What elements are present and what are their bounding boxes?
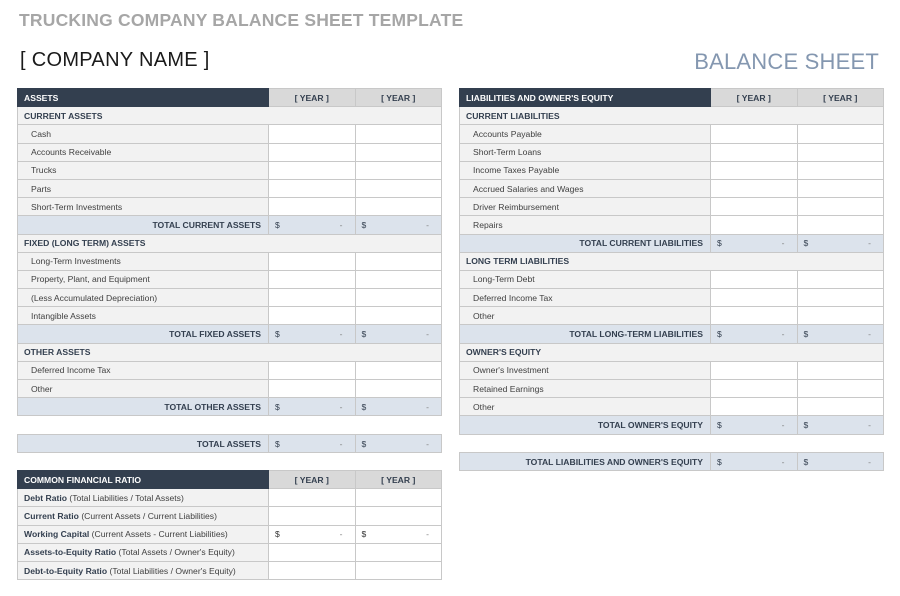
line-item-label: Long-Term Investments	[18, 252, 269, 270]
total-year1-value[interactable]	[711, 325, 798, 343]
total-year1-value[interactable]	[269, 216, 356, 234]
total-assets-row	[18, 435, 442, 453]
line-item-driver-reimbursement	[460, 198, 884, 216]
line-item-parts	[18, 179, 442, 197]
year-header-2[interactable]: [ YEAR ]	[355, 471, 442, 489]
total-year1-value[interactable]	[269, 325, 356, 343]
year1-input-cell[interactable]	[269, 289, 356, 307]
line-item-label: Accounts Receivable	[18, 143, 269, 161]
line-item-label: Short-Term Investments	[18, 198, 269, 216]
line-item-label: (Less Accumulated Depreciation)	[18, 289, 269, 307]
year2-input-cell[interactable]	[355, 270, 442, 288]
total-row-total-current-liabilities	[460, 234, 884, 252]
year-header-2[interactable]: [ YEAR ]	[797, 89, 884, 107]
line-item-deferred-income-tax	[460, 289, 884, 307]
ratio-label	[18, 543, 269, 561]
value: -	[339, 438, 343, 449]
section-other-assets	[18, 343, 442, 361]
year2-input-cell[interactable]	[355, 307, 442, 325]
year2-input-cell[interactable]	[797, 289, 884, 307]
currency-symbol: $	[803, 419, 809, 430]
line-item-other	[460, 398, 884, 416]
value: -	[868, 238, 871, 249]
financial-ratio-table	[17, 470, 442, 580]
total-row-total-other-assets	[18, 398, 442, 416]
ratio-name: Assets-to-Equity Ratio	[24, 547, 117, 558]
ratio-year1-cell[interactable]	[269, 489, 356, 507]
total-row-total-current-assets	[18, 216, 442, 234]
ratio-row-working-capital	[18, 525, 442, 543]
liabilities-table	[459, 88, 884, 435]
ratio-name: Debt Ratio	[24, 492, 67, 503]
total-year2-value[interactable]	[355, 398, 442, 416]
ratio-year2-cell[interactable]	[355, 561, 442, 579]
year1-input-cell[interactable]	[711, 161, 798, 179]
year1-input-cell[interactable]	[711, 143, 798, 161]
total-year1-value[interactable]	[711, 234, 798, 252]
total-year2-value[interactable]	[797, 325, 884, 343]
line-item-property-plant-and-equipment	[18, 270, 442, 288]
line-item-label: Accrued Salaries and Wages	[460, 179, 711, 197]
assets-header-row	[18, 89, 442, 107]
line-item-deferred-income-tax	[18, 361, 442, 379]
year1-input-cell[interactable]	[269, 143, 356, 161]
ratio-formula: (Total Assets / Owner's Equity)	[118, 547, 235, 558]
line-item-label: Trucks	[18, 161, 269, 179]
year2-input-cell[interactable]	[797, 380, 884, 398]
currency-symbol: $	[361, 329, 367, 340]
balance-sheet-label: BALANCE SHEET	[694, 49, 879, 74]
line-item-label: Driver Reimbursement	[460, 198, 711, 216]
year1-input-cell[interactable]	[269, 361, 356, 379]
company-name-field[interactable]: [ COMPANY NAME ]	[20, 49, 210, 71]
year2-input-cell[interactable]	[355, 289, 442, 307]
ratios-header-row	[18, 471, 442, 489]
line-item-owner-s-investment	[460, 361, 884, 379]
year2-input-cell[interactable]	[355, 198, 442, 216]
year-header-1[interactable]: [ YEAR ]	[269, 89, 356, 107]
year2-input-cell[interactable]	[355, 361, 442, 379]
total-label: TOTAL CURRENT LIABILITIES	[460, 234, 711, 252]
line-item-label: Property, Plant, and Equipment	[18, 270, 269, 288]
ratio-row-debt-ratio	[18, 489, 442, 507]
year2-input-cell[interactable]	[355, 143, 442, 161]
total-label: TOTAL LONG-TERM LIABILITIES	[460, 325, 711, 343]
year1-input-cell[interactable]	[711, 361, 798, 379]
year1-input-cell[interactable]	[711, 179, 798, 197]
ratio-label	[18, 561, 269, 579]
line-item-label: Retained Earnings	[460, 380, 711, 398]
section-title: CURRENT ASSETS	[18, 107, 442, 125]
year2-input-cell[interactable]	[797, 143, 884, 161]
ratio-label	[18, 489, 269, 507]
year1-input-cell[interactable]	[269, 125, 356, 143]
year2-input-cell[interactable]	[797, 125, 884, 143]
line-item-label: Short-Term Loans	[460, 143, 711, 161]
total-year2-value[interactable]	[355, 216, 442, 234]
ratio-row-debt-to-equity-ratio	[18, 561, 442, 579]
ratio-year2-value[interactable]	[355, 525, 442, 543]
line-item-label: Intangible Assets	[18, 307, 269, 325]
year2-input-cell[interactable]	[355, 380, 442, 398]
year1-input-cell[interactable]	[269, 198, 356, 216]
ratio-row-current-ratio	[18, 507, 442, 525]
value: -	[339, 401, 343, 412]
currency-symbol: $	[803, 238, 809, 249]
total-liabilities-table	[459, 452, 884, 471]
value: -	[426, 401, 429, 412]
line-item-repairs	[460, 216, 884, 234]
value: -	[426, 529, 429, 540]
value: -	[868, 456, 871, 467]
line-item-other	[18, 380, 442, 398]
year1-input-cell[interactable]	[711, 289, 798, 307]
total-liabilities-equity-label: TOTAL LIABILITIES AND OWNER'S EQUITY	[460, 453, 711, 471]
year1-input-cell[interactable]	[269, 307, 356, 325]
ratio-year1-cell[interactable]	[269, 561, 356, 579]
ratio-name: Current Ratio	[24, 510, 79, 521]
currency-symbol: $	[275, 401, 280, 412]
total-row-total-fixed-assets	[18, 325, 442, 343]
total-liabilities-equity-year2[interactable]	[797, 453, 884, 471]
section-title: LONG TERM LIABILITIES	[460, 252, 884, 270]
section-current-assets	[18, 107, 442, 125]
line-item-other	[460, 307, 884, 325]
value: -	[339, 329, 343, 340]
year1-input-cell[interactable]	[711, 198, 798, 216]
total-label: TOTAL FIXED ASSETS	[18, 325, 269, 343]
year-header-1[interactable]: [ YEAR ]	[711, 89, 798, 107]
total-year1-value[interactable]	[269, 398, 356, 416]
total-liabilities-equity-year1[interactable]	[711, 453, 798, 471]
value: -	[426, 329, 429, 340]
total-assets-year1[interactable]	[269, 435, 356, 453]
year1-input-cell[interactable]	[711, 125, 798, 143]
total-year1-value[interactable]	[711, 416, 798, 434]
currency-symbol: $	[361, 529, 367, 540]
line-item-intangible-assets	[18, 307, 442, 325]
year-header-1[interactable]: [ YEAR ]	[269, 471, 356, 489]
liabilities-header: LIABILITIES AND OWNER'S EQUITY	[460, 89, 711, 107]
line-item-long-term-investments	[18, 252, 442, 270]
currency-symbol: $	[717, 238, 722, 249]
assets-table	[17, 88, 442, 416]
line-item-label: Owner's Investment	[460, 361, 711, 379]
currency-symbol: $	[361, 219, 367, 230]
section-current-liabilities	[460, 107, 884, 125]
line-item-label: Accounts Payable	[460, 125, 711, 143]
line-item-long-term-debt	[460, 270, 884, 288]
total-year2-value[interactable]	[797, 416, 884, 434]
line-item-label: Long-Term Debt	[460, 270, 711, 288]
year1-input-cell[interactable]	[269, 380, 356, 398]
total-assets-year2[interactable]	[355, 435, 442, 453]
year1-input-cell[interactable]	[269, 270, 356, 288]
currency-symbol: $	[275, 438, 280, 449]
line-item-cash	[18, 125, 442, 143]
value: -	[781, 419, 785, 430]
total-assets-label: TOTAL ASSETS	[18, 435, 269, 453]
line-item-label: Income Taxes Payable	[460, 161, 711, 179]
section-title: CURRENT LIABILITIES	[460, 107, 884, 125]
line-item-trucks	[18, 161, 442, 179]
year1-input-cell[interactable]	[269, 252, 356, 270]
line-item-label: Cash	[18, 125, 269, 143]
line-item-short-term-loans	[460, 143, 884, 161]
ratio-formula: (Total Liabilities / Total Assets)	[69, 492, 184, 503]
ratio-name: Working Capital	[24, 529, 90, 540]
ratio-formula: (Current Assets / Current Liabilities)	[81, 510, 217, 521]
section-long-term-liabilities	[460, 252, 884, 270]
line-item-income-taxes-payable	[460, 161, 884, 179]
year1-input-cell[interactable]	[711, 216, 798, 234]
ratio-name: Debt-to-Equity Ratio	[24, 565, 108, 576]
line-item-label: Other	[18, 380, 269, 398]
ratio-formula: (Current Assets - Current Liabilities)	[91, 529, 228, 540]
year2-input-cell[interactable]	[355, 179, 442, 197]
ratio-year2-cell[interactable]	[355, 489, 442, 507]
total-row-total-owner-s-equity	[460, 416, 884, 434]
line-item-label: Deferred Income Tax	[18, 361, 269, 379]
year2-input-cell[interactable]	[797, 398, 884, 416]
total-label: TOTAL OTHER ASSETS	[18, 398, 269, 416]
total-label: TOTAL CURRENT ASSETS	[18, 216, 269, 234]
year2-input-cell[interactable]	[797, 216, 884, 234]
line-item-label: Other	[460, 398, 711, 416]
year2-input-cell[interactable]	[355, 252, 442, 270]
currency-symbol: $	[361, 438, 367, 449]
total-row-total-long-term-liabilities	[460, 325, 884, 343]
currency-symbol: $	[275, 329, 280, 340]
section-title: OWNER'S EQUITY	[460, 343, 884, 361]
ratio-formula: (Total Liabilities / Owner's Equity)	[109, 565, 236, 576]
line-item-short-term-investments	[18, 198, 442, 216]
value: -	[339, 219, 343, 230]
total-year2-value[interactable]	[355, 325, 442, 343]
year2-input-cell[interactable]	[355, 161, 442, 179]
currency-symbol: $	[361, 401, 367, 412]
ratio-row-assets-to-equity-ratio	[18, 543, 442, 561]
line-item-accounts-payable	[460, 125, 884, 143]
line-item-retained-earnings	[460, 380, 884, 398]
ratio-year2-cell[interactable]	[355, 507, 442, 525]
ratios-header: COMMON FINANCIAL RATIO	[18, 471, 269, 489]
total-year2-value[interactable]	[797, 234, 884, 252]
year2-input-cell[interactable]	[797, 361, 884, 379]
line-item-label: Parts	[18, 179, 269, 197]
year1-input-cell[interactable]	[711, 380, 798, 398]
currency-symbol: $	[717, 419, 722, 430]
year2-input-cell[interactable]	[797, 179, 884, 197]
year2-input-cell[interactable]	[797, 307, 884, 325]
year2-input-cell[interactable]	[797, 161, 884, 179]
currency-symbol: $	[275, 219, 280, 230]
year1-input-cell[interactable]	[711, 398, 798, 416]
ratio-year1-cell[interactable]	[269, 543, 356, 561]
year2-input-cell[interactable]	[355, 125, 442, 143]
year1-input-cell[interactable]	[269, 179, 356, 197]
ratio-label	[18, 507, 269, 525]
section-title: FIXED (LONG TERM) ASSETS	[18, 234, 442, 252]
total-assets-table	[17, 434, 442, 453]
ratio-year1-value[interactable]	[269, 525, 356, 543]
liabilities-header-row	[460, 89, 884, 107]
line-item-label: Other	[460, 307, 711, 325]
total-liabilities-equity-row	[460, 453, 884, 471]
value: -	[781, 329, 785, 340]
year2-input-cell[interactable]	[797, 270, 884, 288]
line-item-label: Deferred Income Tax	[460, 289, 711, 307]
ratio-year2-cell[interactable]	[355, 543, 442, 561]
value: -	[426, 438, 429, 449]
year1-input-cell[interactable]	[269, 161, 356, 179]
section-title: OTHER ASSETS	[18, 343, 442, 361]
ratio-year1-cell[interactable]	[269, 507, 356, 525]
year-header-2[interactable]: [ YEAR ]	[355, 89, 442, 107]
ratio-label	[18, 525, 269, 543]
value: -	[868, 419, 871, 430]
line-item-less-accumulated-depreciation	[18, 289, 442, 307]
currency-symbol: $	[717, 329, 722, 340]
value: -	[339, 529, 343, 540]
year1-input-cell[interactable]	[711, 307, 798, 325]
value: -	[868, 329, 871, 340]
line-item-label: Repairs	[460, 216, 711, 234]
total-label: TOTAL OWNER'S EQUITY	[460, 416, 711, 434]
currency-symbol: $	[803, 456, 809, 467]
line-item-accounts-receivable	[18, 143, 442, 161]
assets-header: ASSETS	[18, 89, 269, 107]
value: -	[426, 219, 429, 230]
currency-symbol: $	[275, 529, 280, 540]
section-owner-s-equity	[460, 343, 884, 361]
document-title: TRUCKING COMPANY BALANCE SHEET TEMPLATE	[19, 10, 464, 30]
year2-input-cell[interactable]	[797, 198, 884, 216]
currency-symbol: $	[717, 456, 722, 467]
line-item-accrued-salaries-and-wages	[460, 179, 884, 197]
value: -	[781, 238, 785, 249]
currency-symbol: $	[803, 329, 809, 340]
section-fixed-long-term-assets	[18, 234, 442, 252]
year1-input-cell[interactable]	[711, 270, 798, 288]
value: -	[781, 456, 785, 467]
